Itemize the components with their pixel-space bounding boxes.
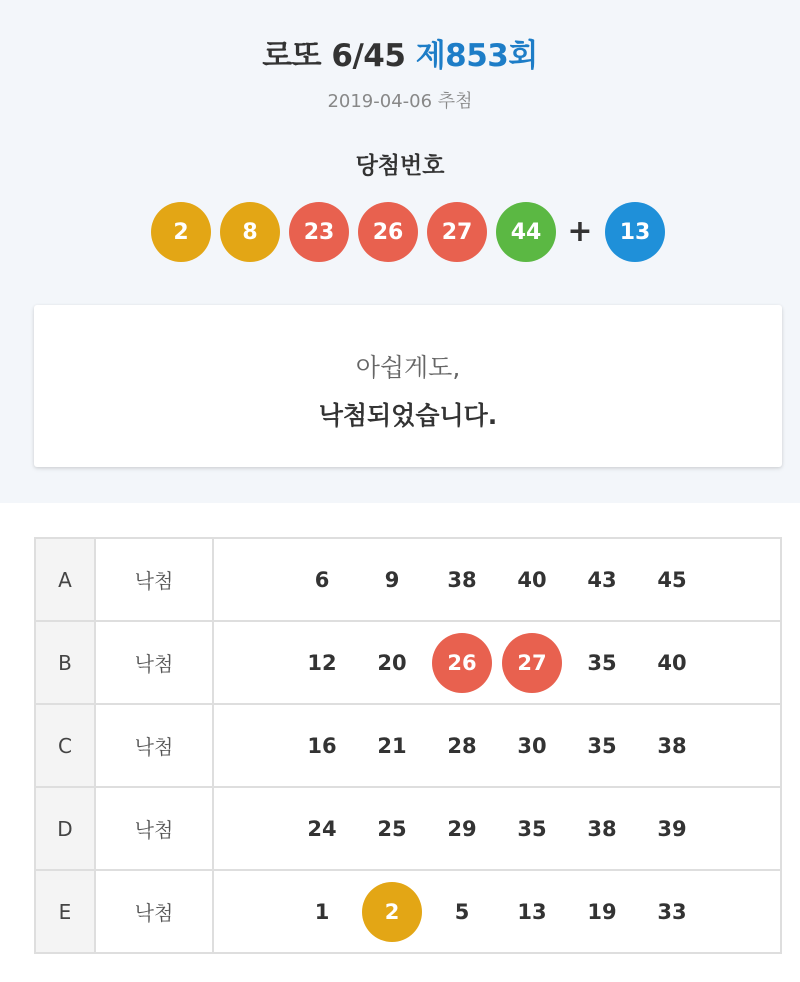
winning-numbers-label: 당첨번호 (355, 153, 445, 179)
table-row (35, 870, 781, 953)
ticket-number: 35 (587, 650, 617, 675)
winning-ball: 2 (151, 202, 211, 262)
ticket-numbers (213, 621, 781, 704)
result-message: 아쉽게도, (355, 353, 461, 382)
ticket-letter: A (35, 538, 95, 621)
ticket-number: 1 (314, 899, 330, 924)
ticket-number: 29 (447, 816, 477, 841)
ticket-number: 25 (377, 816, 407, 841)
winning-ball: 8 (220, 202, 280, 262)
matched-number: 27 (502, 633, 562, 693)
ticket-table (34, 537, 782, 954)
ticket-numbers (213, 704, 781, 787)
winning-ball: 23 (289, 202, 349, 262)
ticket-status: 낙첨 (95, 538, 213, 621)
ticket-number: 38 (657, 733, 687, 758)
ticket-number: 43 (587, 567, 617, 592)
ticket-status: 낙첨 (95, 787, 213, 870)
ticket-number: 35 (587, 733, 617, 758)
ticket-numbers (213, 538, 781, 621)
winning-ball: 27 (427, 202, 487, 262)
table-row (35, 787, 781, 870)
ticket-number: 35 (517, 816, 547, 841)
page-title (0, 30, 800, 75)
plus-icon: + (567, 214, 593, 249)
ticket-number: 16 (307, 733, 337, 758)
winning-ball: 44 (496, 202, 556, 262)
ticket-number: 38 (447, 567, 477, 592)
ticket-number: 12 (307, 650, 337, 675)
ticket-status: 낙첨 (95, 870, 213, 953)
ticket-number: 9 (384, 567, 400, 592)
winning-numbers (0, 202, 800, 262)
ticket-number: 19 (587, 899, 617, 924)
matched-number: 2 (362, 882, 422, 942)
ticket-number: 40 (657, 650, 687, 675)
ticket-numbers (213, 787, 781, 870)
winning-ball: 26 (358, 202, 418, 262)
ticket-letter: D (35, 787, 95, 870)
ticket-number: 28 (447, 733, 477, 758)
ticket-number: 45 (657, 567, 687, 592)
ticket-number: 13 (517, 899, 547, 924)
result-status: 낙첨되었습니다. (318, 401, 498, 430)
bonus-ball: 13 (605, 202, 665, 262)
ticket-number: 40 (517, 567, 547, 592)
ticket-number: 21 (377, 733, 407, 758)
ticket-letter: B (35, 621, 95, 704)
ticket-number: 24 (307, 816, 337, 841)
ticket-number: 33 (657, 899, 687, 924)
ticket-status: 낙첨 (95, 621, 213, 704)
draw-date: 2019-04-06 추첨 (327, 91, 473, 112)
ticket-number: 38 (587, 816, 617, 841)
ticket-number: 39 (657, 816, 687, 841)
ticket-letter: E (35, 870, 95, 953)
table-row (35, 538, 781, 621)
ticket-numbers (213, 870, 781, 953)
ticket-number: 30 (517, 733, 547, 758)
ticket-letter: C (35, 704, 95, 787)
ticket-number: 5 (454, 899, 470, 924)
matched-number: 26 (432, 633, 492, 693)
ticket-number: 6 (314, 567, 330, 592)
result-card (34, 305, 782, 467)
table-row (35, 704, 781, 787)
round-number: 제853회 (415, 38, 538, 74)
ticket-number: 20 (377, 650, 407, 675)
ticket-status: 낙첨 (95, 704, 213, 787)
table-row (35, 621, 781, 704)
title-prefix: 로또 6/45 (262, 38, 406, 74)
